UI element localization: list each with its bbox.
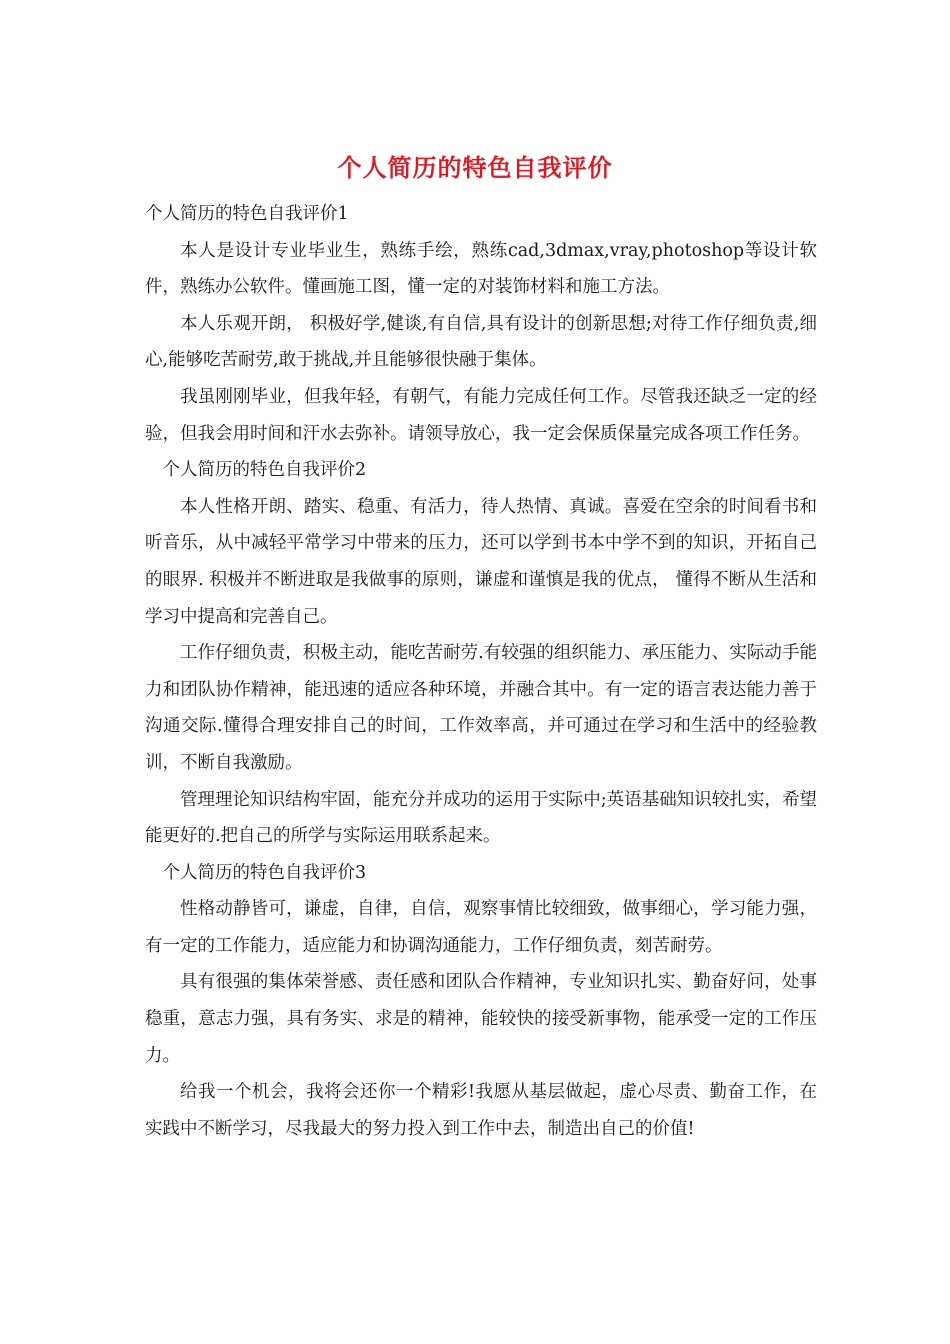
body-paragraph: 本人性格开朗、踏实、稳重、有活力，待人热情、真诚。喜爱在空余的时间看书和听音乐，从中减轻平常学习中带来的压力，还可以学到书本中学不到的知识，开拓自己的眼界. 积极并不断进取是我做事的原则，谦虚和谨慎是我的优点， 懂得不断从生活和学习中提高和完善自己。 [145, 496, 817, 627]
body-paragraph: 给我一个机会，我将会还你一个精彩!我愿从基层做起，虚心尽责、勤奋工作，在实践中不断学习，尽我最大的努力投入到工作中去，制造出自己的价值! [145, 1082, 817, 1139]
section-heading: 个人简历的特色自我评价1 [145, 204, 349, 224]
section-heading: 个人简历的特色自我评价3 [162, 862, 367, 883]
body-paragraph: 管理理论知识结构牢固，能充分并成功的运用于实际中;英语基础知识较扎实，希望能更好的.把自己的所学与实际运用联系起来。 [145, 789, 817, 847]
body-paragraph: 本人乐观开朗， 积极好学,健谈,有自信,具有设计的创新思想;对待工作仔细负责,细心,能够吃苦耐劳,敢于挑战,并且能够很快融于集体。 [145, 313, 817, 371]
body-paragraph: 本人是设计专业毕业生，熟练手绘，熟练cad,3dmax,vray,photoshop等设计软件，熟练办公软件。懂画施工图，懂一定的对装饰材料和施工方法。 [145, 240, 817, 298]
body-paragraph: 工作仔细负责，积极主动，能吃苦耐劳.有较强的组织能力、承压能力、实际动手能力和团队协作精神，能迅速的适应各种环境，并融合其中。有一定的语言表达能力善于沟通交际.懂得合理安排自己的时间，工作效率高，并可通过在学习和生活中的经验教训，不断自我激励。 [145, 643, 817, 773]
document-body [145, 196, 817, 1147]
body-paragraph: 具有很强的集体荣誉感、责任感和团队合作精神，专业知识扎实、勤奋好问，处事稳重，意志力强，具有务实、求是的精神，能较快的接受新事物，能承受一定的工作压力。 [145, 972, 817, 1066]
body-paragraph: 我虽刚刚毕业，但我年轻，有朝气，有能力完成任何工作。尽管我还缺乏一定的经验，但我会用时间和汗水去弥补。请领导放心，我一定会保质保量完成各项工作任务。 [145, 386, 817, 444]
body-paragraph: 性格动静皆可，谦虚，自律，自信，观察事情比较细致，做事细心，学习能力强，有一定的工作能力，适应能力和协调沟通能力，工作仔细负责，刻苦耐劳。 [145, 899, 817, 956]
document-title: 个人简历的特色自我评价 [337, 153, 613, 182]
section-heading: 个人简历的特色自我评价2 [162, 460, 367, 481]
